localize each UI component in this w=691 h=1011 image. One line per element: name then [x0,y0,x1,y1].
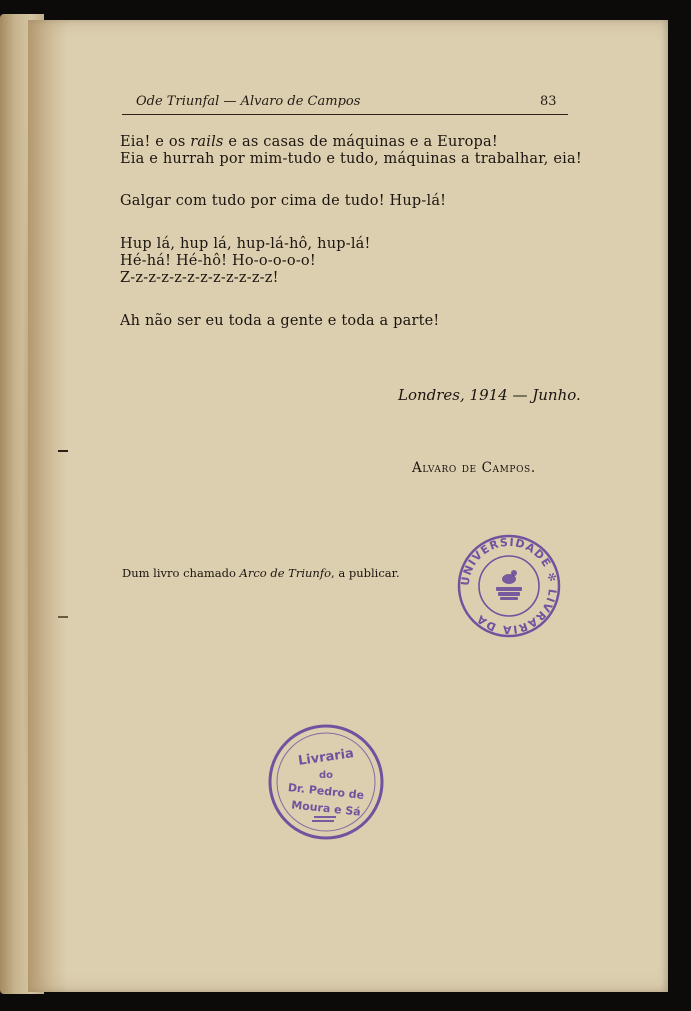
running-head: Ode Triunfal — Alvaro de Campos [136,94,361,109]
stamp-text: Moura e Sá [290,798,362,819]
gutter-shadow [28,20,68,992]
footnote [122,566,400,580]
binding-mark [58,450,68,452]
stamp-text: Livraria [297,746,355,769]
poem-line: Ah não ser eu toda a gente e toda a parte! [120,313,440,329]
page-number: 83 [540,94,557,109]
poem-line [120,134,498,150]
footnote-text: , a publicar. [331,566,400,580]
poem-text: Eia! e os [120,134,191,150]
stamp-text: do [318,770,334,781]
poem-line: Galgar com tudo por cima de tudo! Hup-lá! [120,193,447,209]
author-signature: Alvaro de Campos. [412,460,536,476]
footnote-book-title: Arco de Triunfo [239,566,332,580]
stamp-ring-text: UNIVERSIDADE ✻ LIVRARIA DA [458,535,560,637]
poem-line: Hé-há! Hé-hô! Ho-o-o-o-o! [120,253,316,269]
poem-italic-word: rails [190,134,224,150]
header-rule [122,114,568,115]
poem-line: Hup lá, hup lá, hup-lá-hô, hup-lá! [120,236,371,252]
stamp-text: Dr. Pedro de [287,781,365,802]
place-date: Londres, 1914 — Junho. [398,386,581,404]
poem-line: Eia e hurrah por mim-tudo e tudo, máquinas a trabalhar, eia! [120,151,582,167]
book-page [28,20,668,992]
university-library-stamp [456,533,562,639]
footnote-text: Dum livro chamado [122,566,240,580]
poem-text: e as casas de máquinas e a Europa! [223,134,498,150]
bookshop-stamp [266,722,386,842]
poem-line: Z-z-z-z-z-z-z-z-z-z-z-z! [120,270,279,286]
emblem-icon [496,570,522,600]
binding-mark [58,616,68,618]
